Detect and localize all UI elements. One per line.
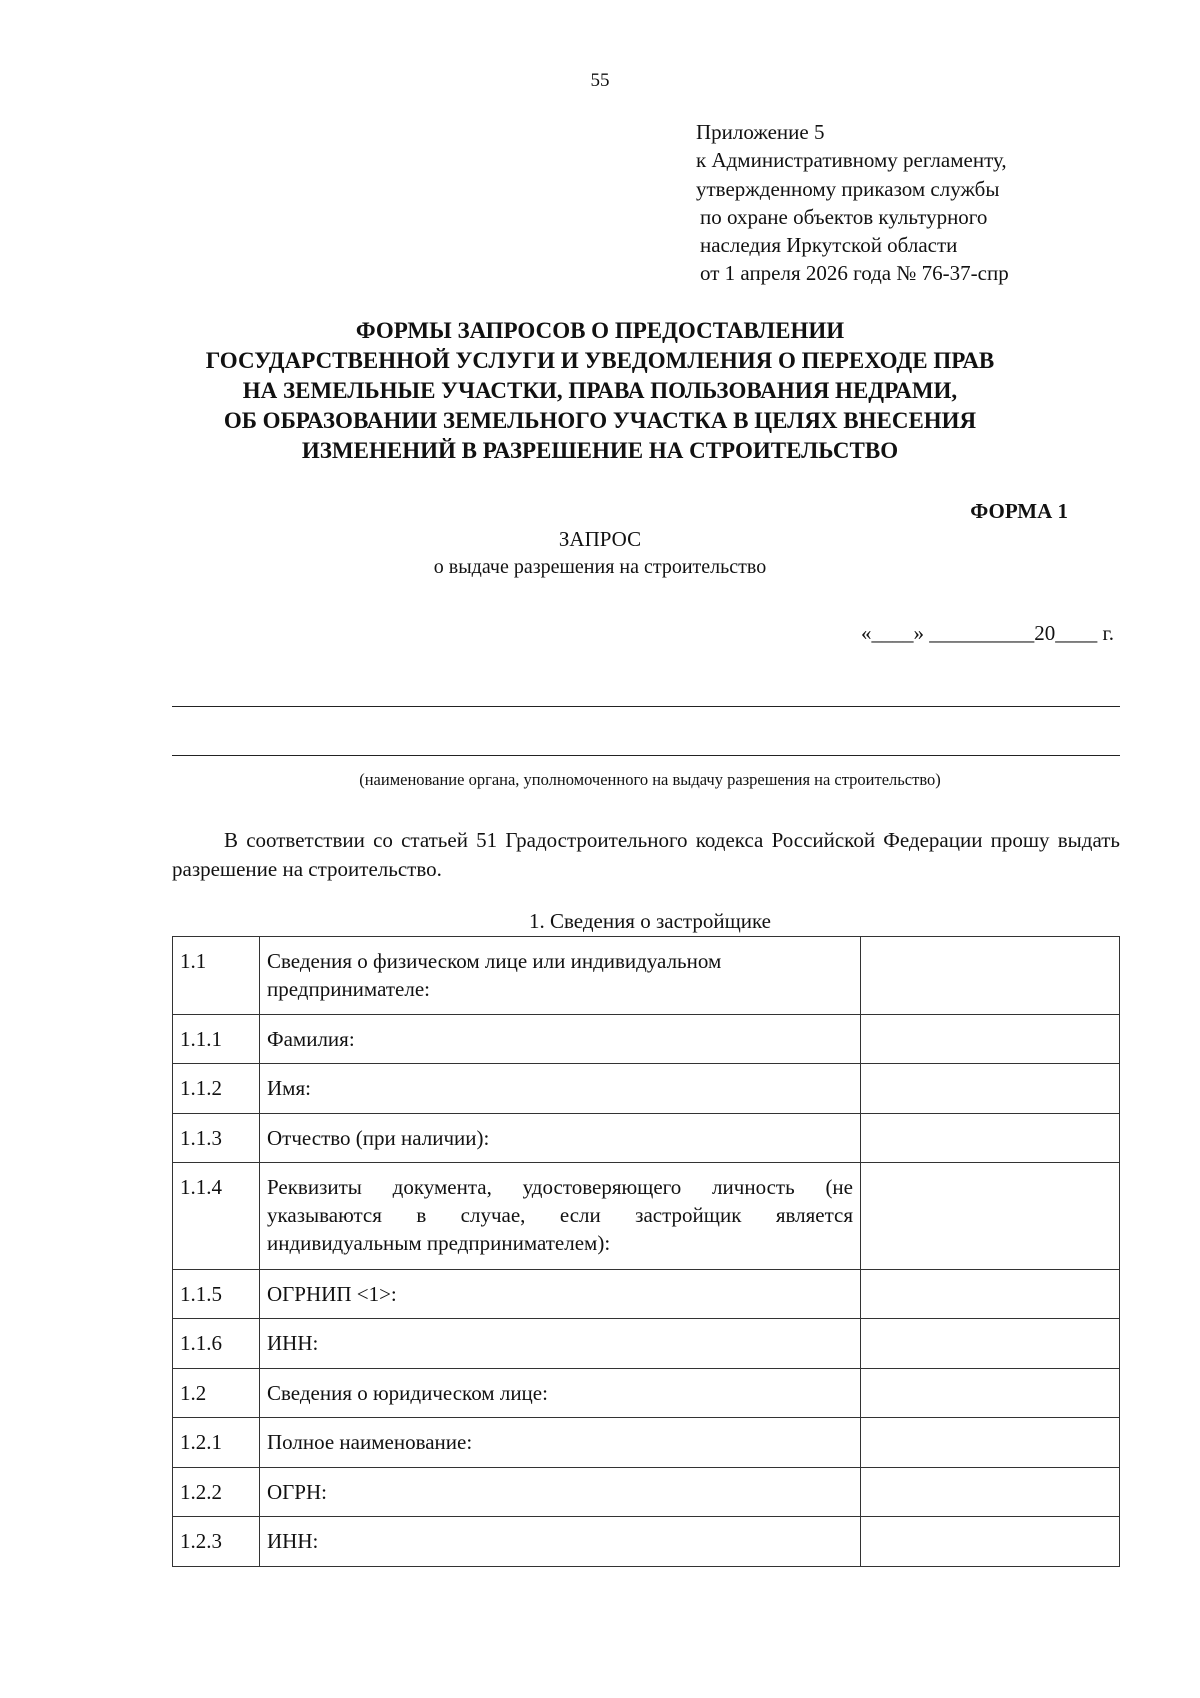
row-label: Имя: [260, 1064, 861, 1114]
row-value-cell[interactable] [861, 1163, 1120, 1270]
row-label: ОГРНИП <1>: [260, 1270, 861, 1319]
row-number: 1.1.3 [173, 1114, 260, 1163]
row-number: 1.1.2 [173, 1064, 260, 1114]
table-row [173, 1114, 1120, 1163]
org-name-line-1[interactable] [172, 706, 1120, 707]
org-name-line-2[interactable] [172, 755, 1120, 756]
row-number: 1.2.2 [173, 1468, 260, 1517]
main-title-line: ГОСУДАРСТВЕННОЙ УСЛУГИ И УВЕДОМЛЕНИЯ О ПЕРЕХОДЕ ПРАВ [205, 348, 995, 373]
org-caption: (наименование органа, уполномоченного на выдачу разрешения на строительство) [359, 770, 941, 789]
main-title-line: ИЗМЕНЕНИЙ В РАЗРЕШЕНИЕ НА СТРОИТЕЛЬСТВО [301, 438, 899, 463]
appendix-line: к Административному регламенту, [696, 148, 1007, 173]
row-value-cell[interactable] [861, 1114, 1120, 1163]
row-number: 1.1.5 [173, 1270, 260, 1319]
row-value-cell[interactable] [861, 1064, 1120, 1114]
row-label: ИНН: [260, 1319, 861, 1369]
appendix-line: от 1 апреля 2026 года № 76-37-спр [700, 261, 1009, 286]
row-label: Реквизиты документа, удостоверяющего личность (не указываются в случае, если застройщик является индивидуальным предпринимателем): [260, 1163, 861, 1270]
row-number: 1.1.1 [173, 1015, 260, 1064]
row-number: 1.1 [173, 937, 260, 1015]
row-value-cell[interactable] [861, 1369, 1120, 1418]
row-label: Фамилия: [260, 1015, 861, 1064]
table-row [173, 1369, 1120, 1418]
row-number: 1.2.3 [173, 1517, 260, 1567]
table-row [173, 1163, 1120, 1270]
section-title: 1. Сведения о застройщике [528, 909, 771, 933]
main-title-line: ФОРМЫ ЗАПРОСОВ О ПРЕДОСТАВЛЕНИИ [355, 318, 845, 343]
main-title-line: ОБ ОБРАЗОВАНИИ ЗЕМЕЛЬНОГО УЧАСТКА В ЦЕЛЯХ ВНЕСЕНИЯ [223, 408, 977, 433]
row-value-cell[interactable] [861, 1015, 1120, 1064]
row-value-cell[interactable] [861, 1517, 1120, 1567]
row-number: 1.1.6 [173, 1319, 260, 1369]
table-row [173, 1418, 1120, 1468]
row-number: 1.1.4 [173, 1163, 260, 1270]
request-paragraph: В соответствии со статьей 51 Градостроительного кодекса Российской Федерации прошу выдать разрешение на строительство. [172, 828, 1120, 881]
doc-subtitle: о выдаче разрешения на строительство [433, 556, 767, 578]
developer-info-table [172, 936, 1120, 1567]
appendix-line: Приложение 5 [696, 120, 825, 144]
table-row [173, 1064, 1120, 1114]
table-row [173, 1270, 1120, 1319]
doc-title: ЗАПРОС [558, 527, 642, 551]
table-row [173, 1319, 1120, 1369]
row-label: ИНН: [260, 1517, 861, 1567]
page-number: 55 [590, 70, 610, 91]
appendix-line: наследия Иркутской области [700, 233, 958, 258]
appendix-line: утвержденному приказом службы [696, 176, 1000, 201]
main-title-line: НА ЗЕМЕЛЬНЫЕ УЧАСТКИ, ПРАВА ПОЛЬЗОВАНИЯ НЕДРАМИ, [242, 378, 958, 403]
row-label: ОГРН: [260, 1468, 861, 1517]
row-value-cell[interactable] [861, 1418, 1120, 1468]
row-value-cell[interactable] [861, 1270, 1120, 1319]
appendix-line: по охране объектов культурного [700, 204, 988, 229]
table-row [173, 1517, 1120, 1567]
row-number: 1.2 [173, 1369, 260, 1418]
appendix-header [696, 118, 1009, 288]
row-label: Сведения о юридическом лице: [260, 1369, 861, 1418]
form-label: ФОРМА 1 [970, 499, 1068, 523]
row-label: Сведения о физическом лице или индивидуальном предпринимателе: [260, 937, 861, 1015]
date-field[interactable]: «____» __________20____ г. [861, 621, 1114, 645]
row-value-cell[interactable] [861, 1319, 1120, 1369]
main-title [150, 316, 1050, 466]
row-label: Полное наименование: [260, 1418, 861, 1468]
table-row [173, 1015, 1120, 1064]
table-row [173, 1468, 1120, 1517]
table-row [173, 937, 1120, 1015]
row-label: Отчество (при наличии): [260, 1114, 861, 1163]
row-value-cell[interactable] [861, 937, 1120, 1015]
row-value-cell[interactable] [861, 1468, 1120, 1517]
row-number: 1.2.1 [173, 1418, 260, 1468]
